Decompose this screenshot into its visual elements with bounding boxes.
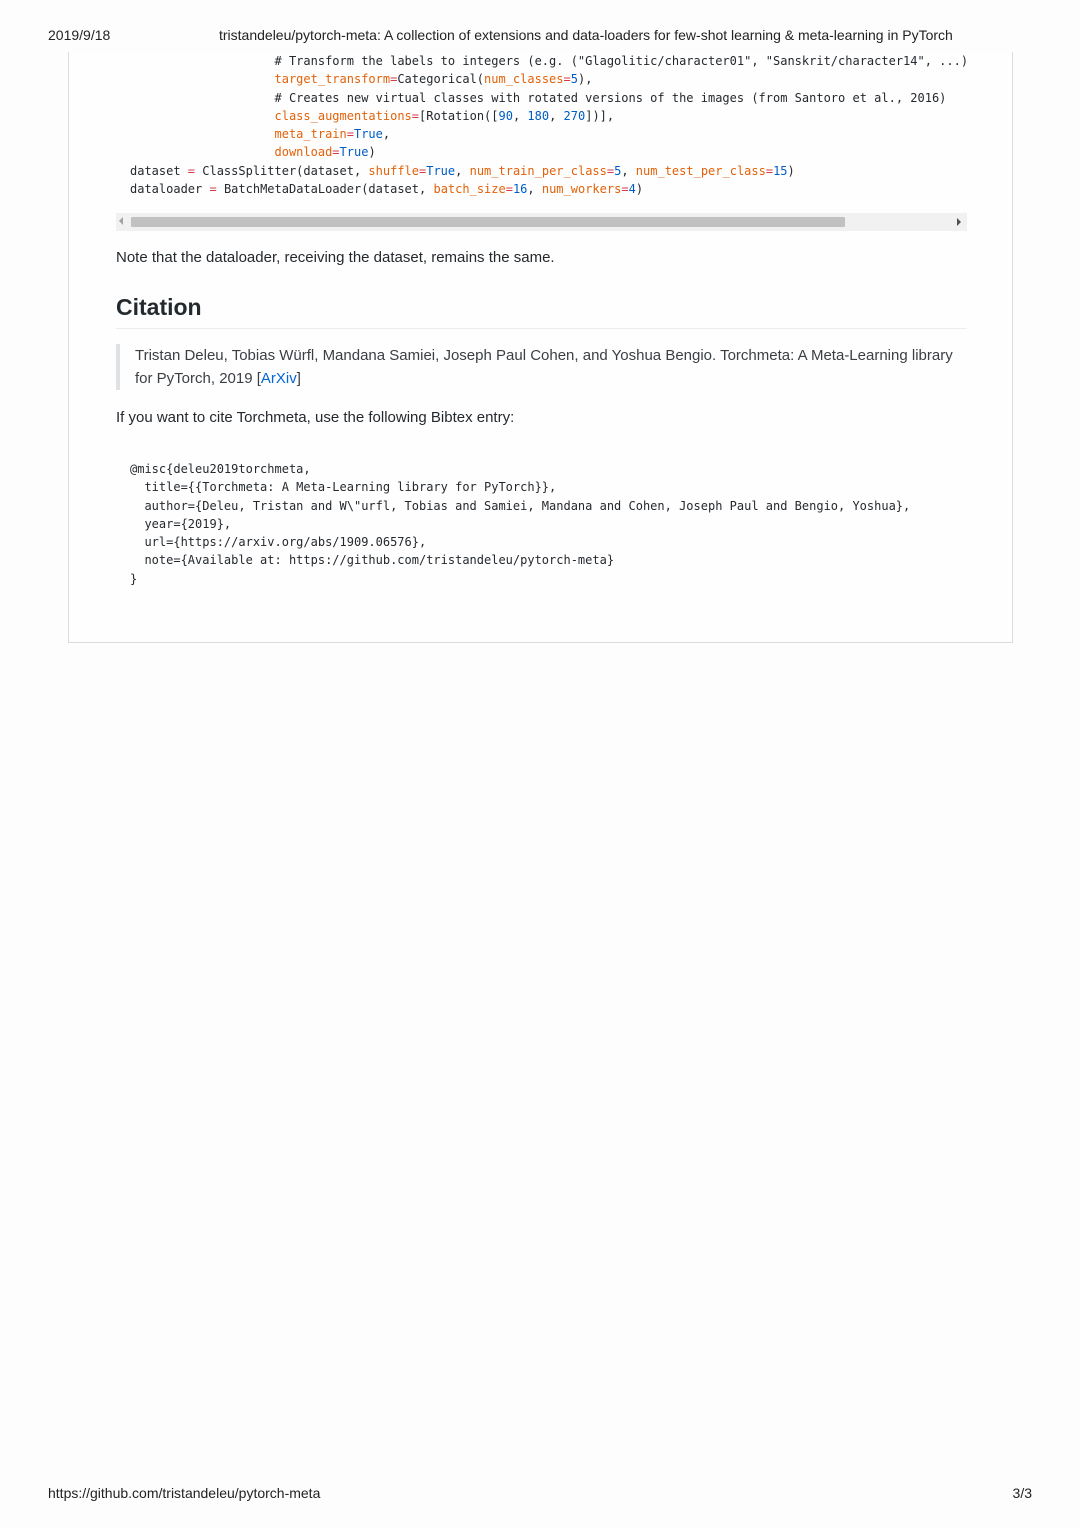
code-call: ClassSplitter(dataset, [195, 163, 369, 178]
code-line-1 [130, 52, 968, 70]
code-punct: , [455, 163, 470, 178]
print-footer-url: https://github.com/tristandeleu/pytorch-meta [48, 1485, 321, 1501]
code-punct: , [527, 182, 542, 197]
bibtex-lines [130, 460, 910, 588]
code-block [116, 52, 967, 215]
code-number: 5 [570, 72, 578, 87]
code-line-6 [130, 143, 968, 161]
print-page-title: tristandeleu/pytorch-meta: A collection of extensions and data-loaders for few-shot learning & meta-learning in PyTorch [219, 27, 953, 43]
code-call: BatchMetaDataLoader(dataset, [216, 182, 434, 197]
citation-heading: Citation [116, 294, 202, 320]
code-operator: = [606, 163, 615, 178]
code-operator: = [209, 182, 217, 197]
code-param: num_train_per_class [469, 163, 607, 178]
code-operator: = [332, 145, 340, 160]
code-variable: dataloader [130, 182, 210, 197]
bibtex-line: url={https://arxiv.org/abs/1909.06576}, [130, 535, 427, 550]
code-operator: = [765, 163, 774, 178]
code-operator: = [563, 72, 571, 87]
code-call: Categorical( [397, 72, 485, 87]
code-operator: = [419, 163, 427, 178]
code-operator: = [411, 108, 420, 123]
code-constant: True [339, 145, 369, 160]
code-number: 16 [512, 182, 528, 197]
code-line-8 [130, 180, 968, 198]
code-param: num_workers [541, 182, 622, 197]
code-param: batch_size [433, 182, 506, 197]
code-operator: = [390, 72, 398, 87]
code-constant: True [426, 163, 456, 178]
code-line-5 [130, 125, 968, 143]
bibtex-line: author={Deleu, Tristan and W\"urfl, Tobias and Samiei, Mandana and Cohen, Joseph Paul and Bengio, Yoshua}, [130, 498, 911, 513]
code-operator: = [505, 182, 513, 197]
bibtex-line: } [130, 571, 138, 586]
code-param: shuffle [368, 163, 419, 178]
code-line-3 [130, 89, 968, 107]
code-horizontal-scrollbar[interactable] [116, 213, 967, 231]
code-line-4 [130, 107, 968, 125]
code-punct: ) [368, 145, 376, 160]
code-punct: , [512, 108, 528, 123]
bibtex-line: @misc{deleu2019torchmeta, [130, 462, 311, 476]
bibtex-code-block [116, 451, 967, 601]
code-operator: = [346, 127, 354, 142]
code-constant: True [353, 127, 383, 142]
code-punct: ), [577, 72, 593, 87]
bibtex-line: title={{Torchmeta: A Meta-Learning library for PyTorch}}, [130, 480, 557, 495]
code-punct: , [549, 108, 564, 123]
code-param: target_transform [274, 72, 391, 87]
code-param: download [274, 145, 333, 160]
print-page-number: 3/3 [1012, 1485, 1032, 1501]
code-number: 5 [614, 163, 622, 178]
code-operator: = [621, 182, 629, 197]
citation-text: Tristan Deleu, Tobias Würfl, Mandana Samiei, Joseph Paul Cohen, and Yoshua Bengio. Torchmeta: A Meta-Learning library for PyTorch, 2019 [ [135, 347, 953, 387]
code-comment: # Transform the labels to integers (e.g. ("Glagolitic/character01", "Sanskrit/character14", ...) [274, 54, 969, 68]
print-date: 2019/9/18 [48, 27, 111, 43]
citation-bracket: ] [296, 370, 301, 387]
code-call: [Rotation([ [419, 108, 499, 123]
bibtex-line: year={2019}, [130, 516, 232, 531]
code-punct: ) [787, 163, 795, 178]
code-number: 15 [773, 163, 788, 178]
bibtex-line: note={Available at: https://github.com/tristandeleu/pytorch-meta} [130, 553, 615, 568]
code-variable: dataset [130, 163, 188, 178]
code-punct: ) [635, 182, 644, 197]
scroll-right-arrow-icon[interactable] [957, 218, 961, 226]
code-lines [130, 52, 968, 198]
code-comment: # Creates new virtual classes with rotated versions of the images (from Santoro et al., 2016) [274, 90, 947, 105]
code-line-2 [130, 70, 968, 88]
code-punct: ])], [585, 108, 615, 123]
code-line-7 [130, 162, 968, 180]
code-punct: , [621, 163, 636, 178]
scroll-left-arrow-icon[interactable] [119, 217, 123, 225]
code-param: meta_train [274, 127, 347, 142]
scrollbar-thumb[interactable] [131, 217, 845, 227]
code-number: 4 [628, 182, 636, 197]
bibtex-intro: If you want to cite Torchmeta, use the following Bibtex entry: [116, 409, 515, 426]
heading-divider [116, 328, 967, 329]
code-operator: = [187, 163, 196, 178]
code-param: class_augmentations [274, 108, 412, 123]
code-number: 90 [498, 108, 513, 123]
code-number: 180 [527, 108, 550, 123]
arxiv-link[interactable]: ArXiv [260, 370, 297, 387]
code-param: num_classes [484, 72, 564, 87]
code-punct: , [382, 127, 391, 142]
code-param: num_test_per_class [635, 163, 766, 178]
citation-quote [116, 344, 956, 390]
code-number: 270 [563, 108, 586, 123]
dataloader-note: Note that the dataloader, receiving the dataset, remains the same. [116, 249, 555, 266]
